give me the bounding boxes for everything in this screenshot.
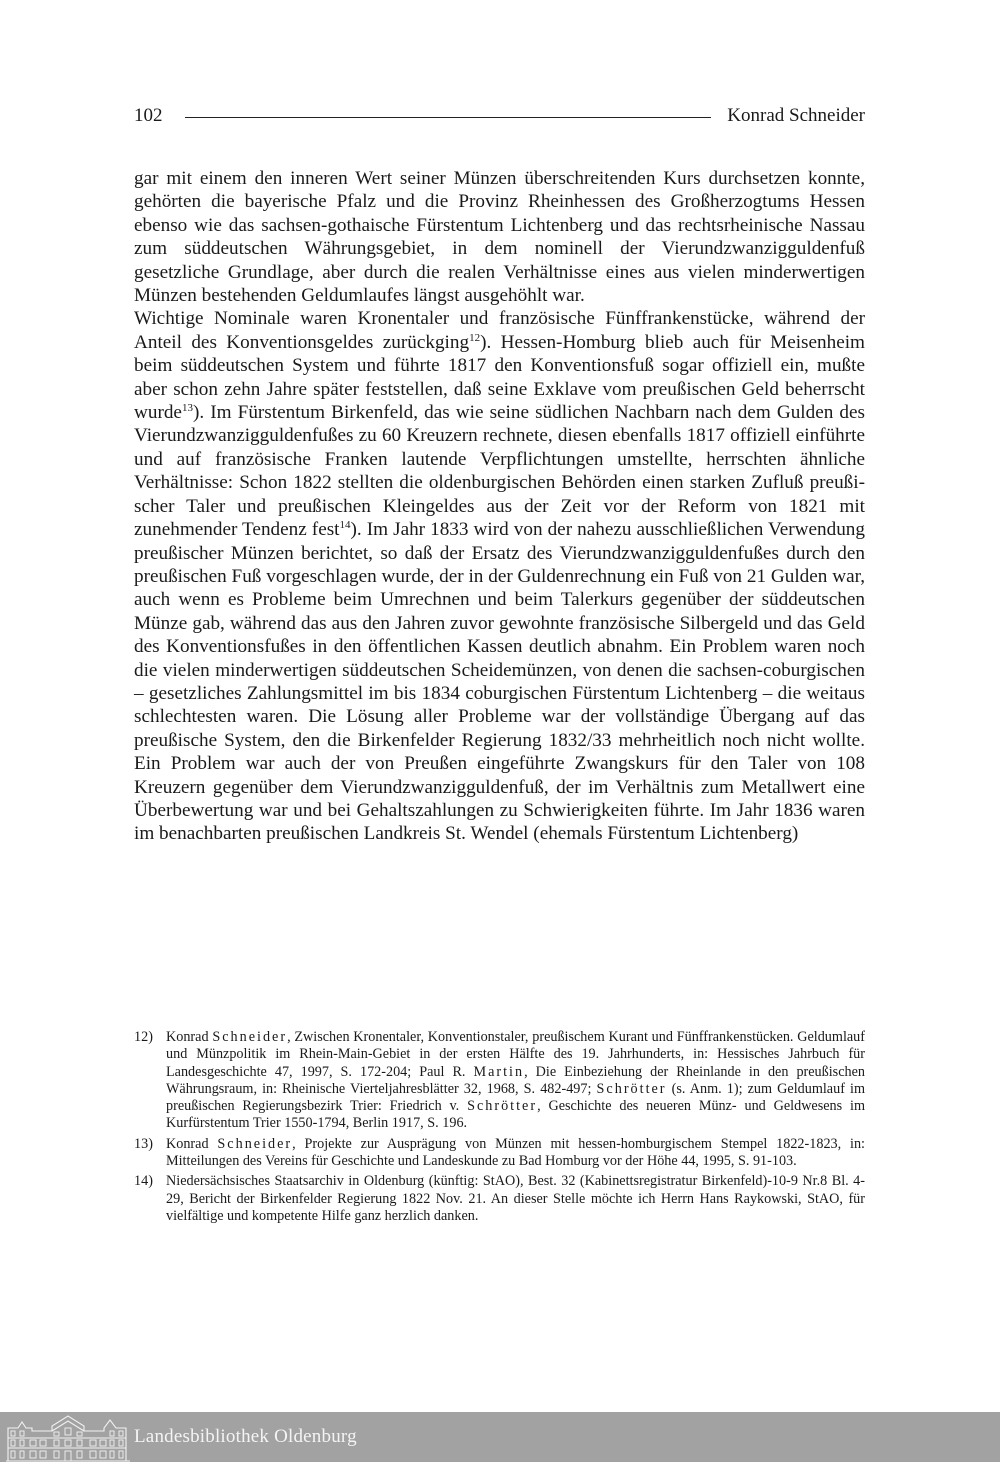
page-number: 102	[134, 105, 163, 126]
footnote-number: 12)	[134, 1029, 153, 1045]
footnote-text-part: Konrad	[166, 1135, 218, 1152]
running-head-author: Konrad Schneider	[727, 105, 865, 126]
footnote-number: 13)	[134, 1135, 153, 1152]
library-building-icon	[6, 1412, 130, 1462]
footnote-text-part: Niedersächsisches Staatsarchiv in Oldenburg (künftig: StAO), Best. 32 (Kabinettsregistratur Birkenfeld)-10-9 Nr.8 Bl. 4-29, Bericht der Birkenfelder Regierung 1822 Nov. 21. An dieser Stelle möchte ich Herrn Hans Raykowski, StAO, für vielfältige und kompetente Hilfe ganz herzlich danken.	[166, 1173, 865, 1224]
footnote-text-part: , Projekte zur Ausprägung von Münzen mit hessen-homburgischem Stempel 1822-1823, in: Mitteilungen des Vereins für Geschichte und Landeskunde zu Bad Homburg vor der Höhe 44, 1995, S. 91-103.	[166, 1135, 865, 1170]
author-name: Martin	[473, 1063, 525, 1080]
footnote-text-part: , Geschichte des neueren Münz- und Geldwesens im Kurfürstentum Trier 1550-1794, Berlin 1917, S. 196.	[166, 1098, 865, 1132]
body-text	[134, 167, 865, 846]
footnote-13	[134, 1136, 865, 1171]
paragraph-1	[134, 167, 865, 307]
footnote-text-part: (s. Anm. 1); zum Geldumlauf im preußischen Regierungsbezirk Trier: Friedrich v.	[166, 1080, 865, 1115]
author-name: Schneider	[212, 1029, 288, 1045]
paragraph-text: gar mit einem den inneren Wert seiner Münzen überschreitenden Kurs durchsetzen konnte, gehörten die bayerische Pfalz und die Provinz Rheinhessen des Großherzogtums Hessen ebenso wie das sachsen-gothaische Fürstentum Lichtenberg und das rechtsrheinische Nassau zum süddeutschen Währungsgebiet, in dem nominell der Vierundzwanzigguldenfuß gesetzliche Grundlage, aber durch die realen Verhältnisse eines aus vielen minderwertigen Münzen bestehenden Geldumlaufes längst ausgehöhlt war.	[134, 168, 865, 307]
footnote-text-part: , Die Einbeziehung der Rheinlande in den preußischen Währungsraum, in: Rheinische Vierteljahresblätter 32, 1968, S. 482-497;	[166, 1063, 865, 1097]
footnote-number: 14)	[134, 1173, 153, 1190]
footnote-14	[134, 1173, 865, 1225]
paragraph-text: ). Im Fürstentum Birkenfeld, das wie seine südlichen Nachbarn nach dem Gulden des Vierundzwanzigguldenfußes zu 60 Kreuzern rechnete, diesen ebenfalls 1817 offiziell einführte und auf französische Franken lautende Verpflichtungen umstellte, herrschten ähnliche Verhältnisse: Schon 1822 stellten die oldenburgischen Behörden einen starken Zufluß preußischer Taler und preußischen Kleingeldes aus der Zeit vor der Reform von 1821 mit zunehmender Tendenz fest	[134, 402, 865, 541]
paragraph-text: ). Hessen-Homburg blieb auch für Meisenheim beim süddeutschen System und führte 1817 den Konventionsfuß sogar offiziell ein, mußte aber schon zehn Jahre später feststellen, daß seine Exklave vom preußischen Geld beherrscht wurde	[134, 331, 865, 424]
footnotes	[134, 1029, 865, 1228]
paragraph-2	[134, 307, 865, 845]
footnote-text	[166, 1173, 865, 1225]
footnote-ref-12[interactable]: 12	[469, 331, 481, 344]
author-name: Schrötter	[467, 1098, 538, 1115]
paragraph-text: Wichtige Nominale waren Kronentaler und französische Fünffrankenstücke, während der Anteil des Konventionsgeldes zurückging	[134, 308, 865, 353]
paragraph-text: ). Im Jahr 1833 wird von der nahezu ausschließlichen Verwendung preußischer Münzen berichtet, so daß der Ersatz des Vierundzwanzigguldenfußes durch den preußischen Fuß vorgeschlagen wurde, der in der Guldenrechnung ein Fuß von 21 Gulden war, auch wenn es Probleme beim Umrechnen und beim Talerkurs gegenüber der süddeutschen Münze gab, während das aus den Jahren zuvor gewohnte französische Silbergeld und das Geld des Konventionsfußes in den öffentlichen Kassen deutlich abnahm. Ein Problem waren noch die vielen minderwertigen süddeutschen Scheidemünzen, von denen die sachsen-coburgischen – gesetzliches Zahlungsmittel im bis 1834 coburgischen Fürstentum Lichtenberg – die weitaus schlechtesten waren. Die Lösung aller Probleme war der vollständige Übergang auf das preußische System, den die Birkenfelder Regierung 1832/33 mehrheitlich noch nicht wollte. Ein Problem war auch der von Preußen eingeführte Zwangskurs für den Taler von 108 Kreuzern gegenüber dem Vierundzwanzigguldenfuß, der im Verhältnis zum Metallwert eine Überbewertung war und bei Gehaltszahlungen zu Schwierigkeiten führte. Im Jahr 1836 waren im benachbarten preußischen Landkreis St. Wendel (ehemals Fürstentum Lichtenberg)	[134, 519, 865, 845]
author-name: Schrötter	[596, 1080, 667, 1097]
footnote-ref-13[interactable]: 13	[181, 402, 193, 415]
footnote-ref-14[interactable]: 14	[339, 519, 351, 532]
footnote-text	[166, 1029, 865, 1133]
footnote-text-part: Konrad	[166, 1029, 213, 1045]
footnote-text-part: , Zwischen Kronentaler, Konventionstaler, preußischem Kurant und Fünffrankenstücken. Geldumlauf und Münzpolitik im Rhein-Main-Gebiet in der ersten Hälfte des 19. Jahrhunderts, in: Hessisches Jahrbuch für Landesgeschichte 47, 1997, S. 172-204; Paul R.	[166, 1029, 865, 1080]
running-head	[134, 104, 865, 128]
footnote-text	[166, 1136, 865, 1171]
header-rule	[185, 117, 712, 118]
author-name: Schneider	[217, 1135, 293, 1152]
footnote-12	[134, 1029, 865, 1133]
library-name: Landesbibliothek Oldenburg	[134, 1426, 357, 1447]
library-banner	[0, 1412, 1000, 1462]
